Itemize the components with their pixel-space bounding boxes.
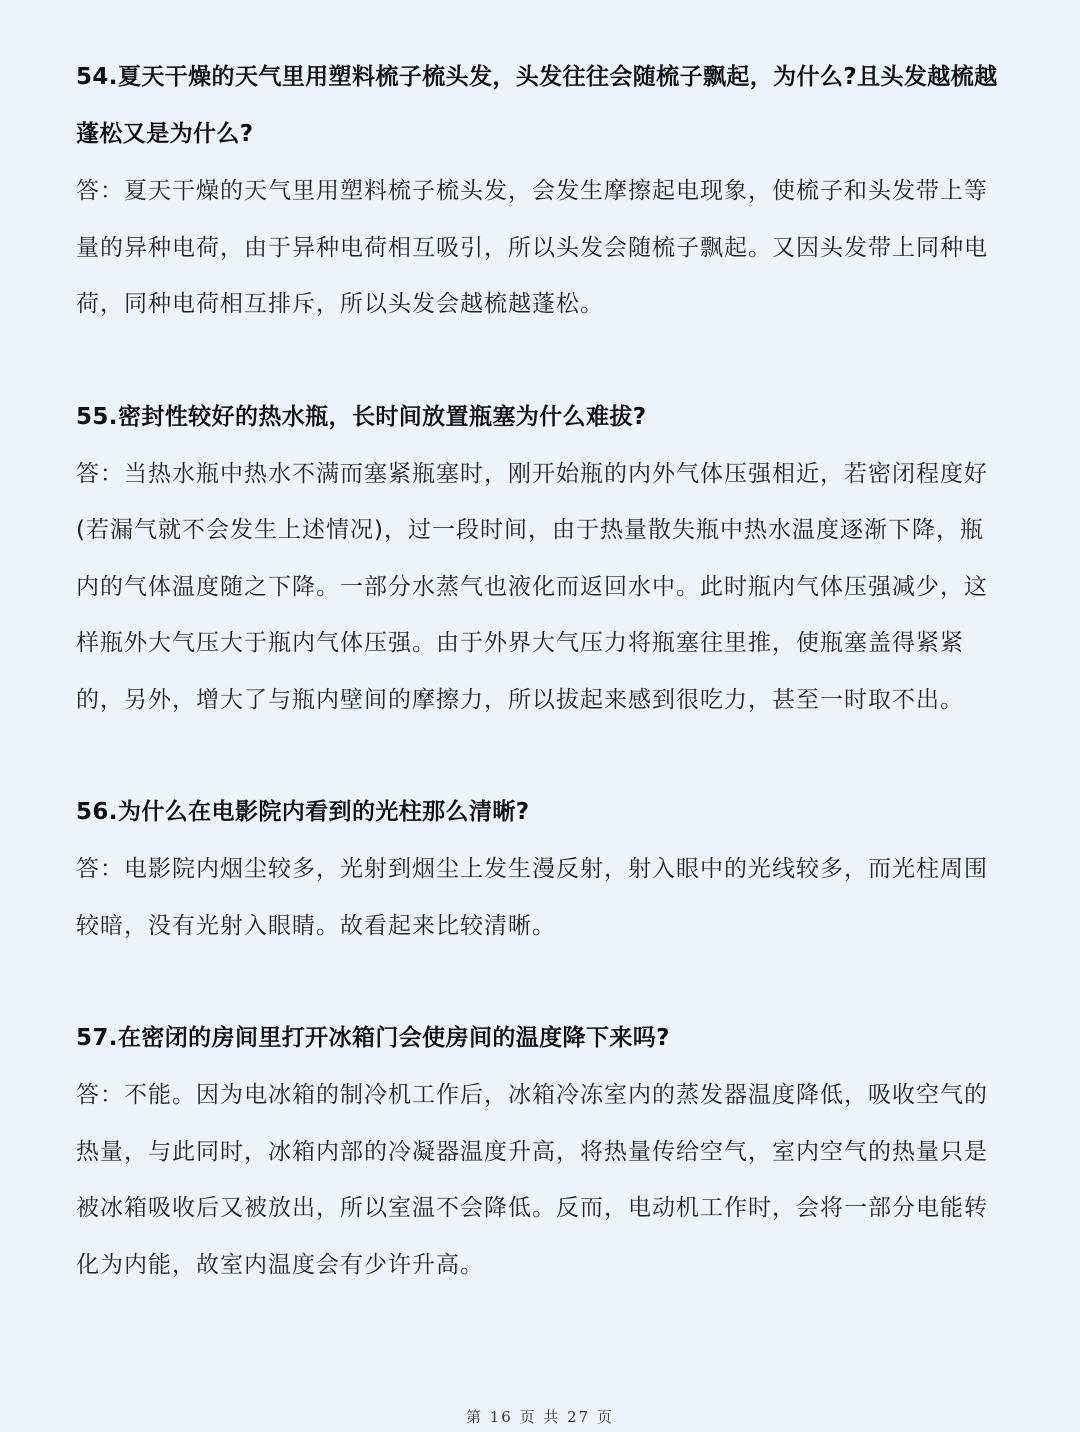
question-56: 56.为什么在电影院内看到的光柱那么清晰? [76, 799, 530, 825]
qa-item-56 [76, 784, 1004, 954]
answer-57: 答：不能。因为电冰箱的制冷机工作后，冰箱冷冻室内的蒸发器温度降低，吸收空气的热量，与此同时，冰箱内部的冷凝器温度升高，将热量传给空气，室内空气的热量只是被冰箱吸收后又被放出，所以室温不会降低。反而，电动机工作时，会将一部分电能转化为内能，故室内温度会有少许升高。 [76, 1082, 988, 1278]
spacer [76, 333, 1004, 389]
qa-item-54 [76, 49, 1004, 333]
answer-56: 答：电影院内烟尘较多，光射到烟尘上发生漫反射，射入眼中的光线较多，而光柱周围较暗，没有光射入眼睛。故看起来比较清晰。 [76, 856, 988, 939]
spacer [76, 728, 1004, 784]
question-54: 54.夏天干燥的天气里用塑料梳子梳头发，头发往往会随梳子飘起，为什么?且头发越梳越蓬松又是为什么? [76, 64, 998, 147]
qa-item-55 [76, 389, 1004, 729]
answer-54: 答：夏天干燥的天气里用塑料梳子梳头发，会发生摩擦起电现象，使梳子和头发带上等量的异种电荷，由于异种电荷相互吸引，所以头发会随梳子飘起。又因头发带上同种电荷，同种电荷相互排斥，所以头发会越梳越蓬松。 [76, 178, 988, 317]
spacer [76, 954, 1004, 1010]
question-55: 55.密封性较好的热水瓶，长时间放置瓶塞为什么难拔? [76, 403, 647, 430]
page-content [76, 49, 1004, 1293]
page-number-footer: 第 16 页 共 27 页 [465, 1408, 614, 1426]
question-57: 57.在密闭的房间里打开冰箱门会使房间的温度降下来吗? [76, 1025, 670, 1051]
qa-item-57 [76, 1010, 1004, 1293]
answer-55: 答：当热水瓶中热水不满而塞紧瓶塞时，刚开始瓶的内外气体压强相近，若密闭程度好(若漏气就不会发生上述情况)，过一段时间，由于热量散失瓶中热水温度逐渐下降，瓶内的气体温度随之下降。一部分水蒸气也液化而返回水中。此时瓶内气体压强减少，这样瓶外大气压大于瓶内气体压强。由于外界大气压力将瓶塞往里推，使瓶塞盖得紧紧的，另外，增大了与瓶内壁间的摩擦力，所以拔起来感到很吃力，甚至一时取不出。 [76, 460, 988, 713]
